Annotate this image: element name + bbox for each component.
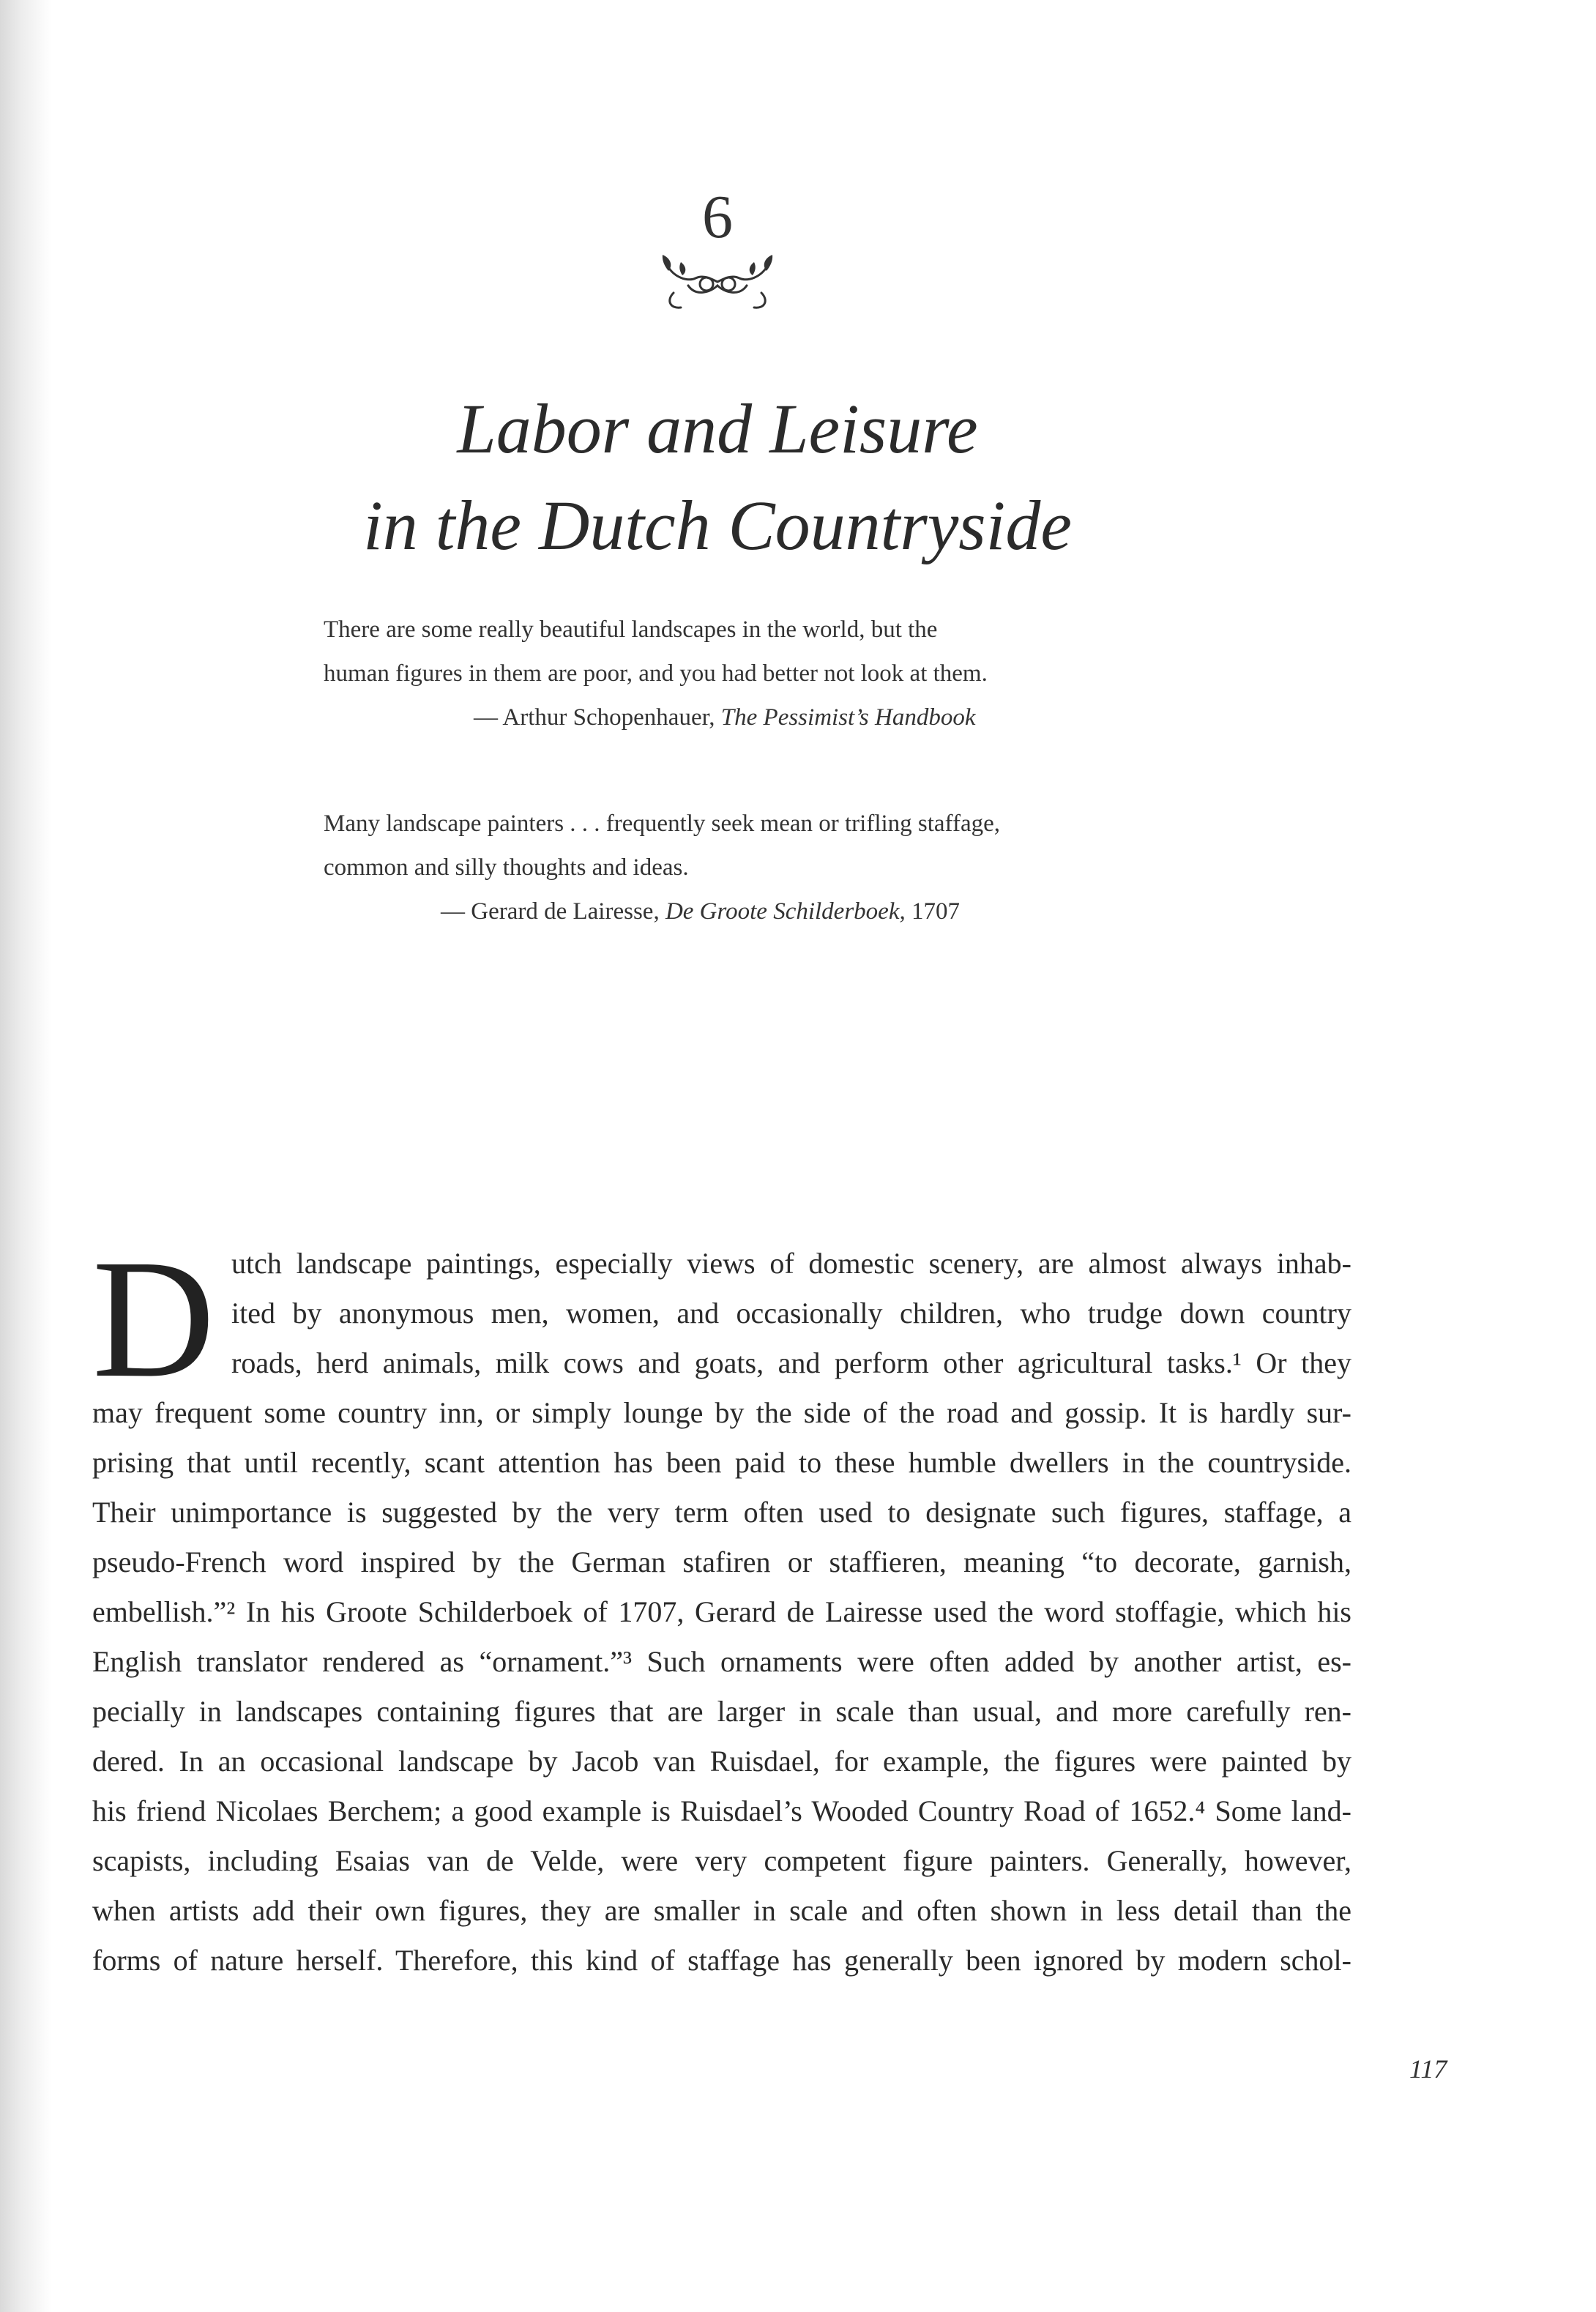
body-line: scapists, including Esaias van de Velde, were very competent figure painters. Generally, however,: [92, 1844, 1351, 1877]
page-number: 117: [1409, 2054, 1447, 2084]
epigraph-line: common and silly thoughts and ideas.: [324, 854, 689, 881]
body-line: embellish.”² In his Groote Schilderboek of 1707, Gerard de Lairesse used the word stoffagie, which his: [92, 1595, 1351, 1628]
epigraph-attribution: [324, 696, 1129, 739]
epigraph-line: Many landscape painters . . . frequently seek mean or trifling staffage,: [324, 810, 1000, 837]
epigraph-line: There are some really beautiful landscapes in the world, but the: [324, 616, 938, 643]
chapter-title-line-1: Labor and Leisure: [457, 389, 978, 468]
attribution-work: The Pessimist’s Handbook: [720, 704, 976, 731]
epigraph-attribution: [324, 890, 1129, 933]
chapter-title-line-2: in the Dutch Countryside: [363, 486, 1072, 564]
chapter-title: [0, 381, 1435, 574]
body-line: roads, herd animals, milk cows and goats, and perform other agricultural tasks.¹ Or they: [231, 1346, 1351, 1379]
page-gutter-shadow: [0, 0, 51, 2312]
body-paragraph: [92, 1239, 1351, 1985]
floral-ornament-icon: [644, 249, 791, 315]
body-line: forms of nature herself. Therefore, this kind of staffage has generally been ignored by modern schol-: [92, 1944, 1351, 1977]
body-line: utch landscape paintings, especially views of domestic scenery, are almost always inhab-: [231, 1247, 1351, 1280]
body-line: pecially in landscapes containing figures that are larger in scale than usual, and more carefully ren-: [92, 1695, 1351, 1728]
body-line: English translator rendered as “ornament.”³ Such ornaments were often added by another artist, es-: [92, 1645, 1351, 1678]
body-line: dered. In an occasional landscape by Jacob van Ruisdael, for example, the figures were painted by: [92, 1745, 1351, 1778]
body-line: pseudo-French word inspired by the German stafiren or staffieren, meaning “to decorate, garnish,: [92, 1545, 1351, 1578]
chapter-number: 6: [702, 183, 733, 251]
body-line: may frequent some country inn, or simply lounge by the side of the road and gossip. It is hardly sur-: [92, 1396, 1351, 1429]
attribution-author: — Gerard de Lairesse,: [441, 898, 665, 925]
body-line: prising that until recently, scant attention has been paid to these humble dwellers in the countryside.: [92, 1446, 1351, 1479]
attribution-year: 1707: [905, 898, 960, 925]
attribution-work: De Groote Schilderboek,: [665, 898, 906, 925]
body-line: ited by anonymous men, women, and occasionally children, who trudge down country: [231, 1297, 1351, 1330]
attribution-author: — Arthur Schopenhauer,: [474, 704, 721, 731]
drop-cap: D: [92, 1225, 215, 1413]
body-line: when artists add their own figures, they are smaller in scale and often shown in less detail than the: [92, 1894, 1351, 1927]
body-line: his friend Nicolaes Berchem; a good example is Ruisdael’s Wooded Country Road of 1652.⁴ Some land-: [92, 1794, 1351, 1827]
epigraph-schopenhauer: [324, 608, 1129, 739]
epigraph-lairesse: [324, 802, 1129, 933]
body-line: Their unimportance is suggested by the very term often used to designate such figures, staffage, a: [92, 1496, 1351, 1529]
epigraph-line: human figures in them are poor, and you had better not look at them.: [324, 660, 988, 687]
